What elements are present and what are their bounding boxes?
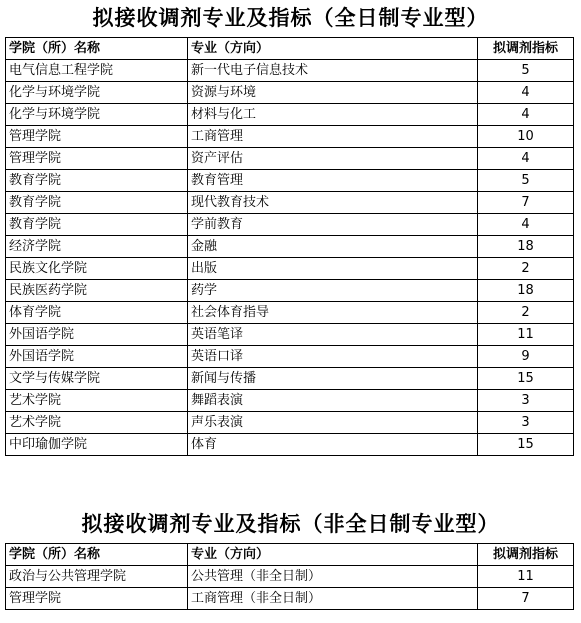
cell-major: 公共管理（非全日制） (188, 566, 478, 588)
header-quota: 拟调剂指标 (478, 38, 574, 60)
table-row (6, 82, 574, 104)
section1-title: 拟接收调剂专业及指标（全日制专业型） (92, 5, 489, 30)
fulltime-quota-table (5, 37, 574, 456)
table-row (6, 434, 574, 456)
cell-college: 管理学院 (6, 588, 188, 610)
cell-major: 药学 (188, 280, 478, 302)
parttime-table-body (6, 566, 574, 610)
table-row (6, 280, 574, 302)
cell-college: 体育学院 (6, 302, 188, 324)
cell-major: 舞蹈表演 (188, 390, 478, 412)
table-row (6, 588, 574, 610)
cell-major: 体育 (188, 434, 478, 456)
cell-college: 教育学院 (6, 170, 188, 192)
fulltime-table-body (6, 60, 574, 456)
table-row (6, 214, 574, 236)
cell-college: 经济学院 (6, 236, 188, 258)
cell-major: 出版 (188, 258, 478, 280)
cell-quota: 11 (478, 324, 574, 346)
header-college: 学院（所）名称 (6, 544, 188, 566)
table-row (6, 170, 574, 192)
cell-quota: 4 (478, 104, 574, 126)
cell-major: 资源与环境 (188, 82, 478, 104)
table-row (6, 236, 574, 258)
cell-college: 电气信息工程学院 (6, 60, 188, 82)
header-major: 专业（方向） (188, 544, 478, 566)
table-row (6, 126, 574, 148)
header-major: 专业（方向） (188, 38, 478, 60)
cell-college: 管理学院 (6, 148, 188, 170)
cell-college: 教育学院 (6, 214, 188, 236)
cell-major: 英语笔译 (188, 324, 478, 346)
cell-quota: 2 (478, 258, 574, 280)
cell-major: 资产评估 (188, 148, 478, 170)
cell-college: 民族医药学院 (6, 280, 188, 302)
table-row (6, 368, 574, 390)
cell-quota: 5 (478, 170, 574, 192)
cell-major: 英语口译 (188, 346, 478, 368)
cell-college: 文学与传媒学院 (6, 368, 188, 390)
table-header-row (6, 544, 574, 566)
cell-major: 现代教育技术 (188, 192, 478, 214)
table-row (6, 60, 574, 82)
cell-major: 工商管理（非全日制） (188, 588, 478, 610)
cell-college: 外国语学院 (6, 346, 188, 368)
cell-major: 工商管理 (188, 126, 478, 148)
cell-college: 教育学院 (6, 192, 188, 214)
table-row (6, 192, 574, 214)
table-row (6, 148, 574, 170)
parttime-quota-table (5, 543, 574, 610)
cell-college: 中印瑜伽学院 (6, 434, 188, 456)
cell-major: 社会体育指导 (188, 302, 478, 324)
cell-quota: 3 (478, 390, 574, 412)
cell-quota: 10 (478, 126, 574, 148)
cell-quota: 15 (478, 434, 574, 456)
cell-quota: 5 (478, 60, 574, 82)
table-row (6, 302, 574, 324)
cell-quota: 3 (478, 412, 574, 434)
cell-major: 新闻与传播 (188, 368, 478, 390)
cell-major: 声乐表演 (188, 412, 478, 434)
cell-quota: 2 (478, 302, 574, 324)
cell-major: 新一代电子信息技术 (188, 60, 478, 82)
cell-college: 政治与公共管理学院 (6, 566, 188, 588)
cell-quota: 7 (478, 192, 574, 214)
header-quota: 拟调剂指标 (478, 544, 574, 566)
cell-college: 艺术学院 (6, 412, 188, 434)
cell-college: 化学与环境学院 (6, 104, 188, 126)
cell-quota: 18 (478, 236, 574, 258)
cell-major: 教育管理 (188, 170, 478, 192)
cell-quota: 15 (478, 368, 574, 390)
cell-quota: 4 (478, 148, 574, 170)
cell-college: 民族文化学院 (6, 258, 188, 280)
cell-quota: 18 (478, 280, 574, 302)
table-row (6, 390, 574, 412)
table-row (6, 412, 574, 434)
table-row (6, 104, 574, 126)
cell-major: 金融 (188, 236, 478, 258)
table-header-row (6, 38, 574, 60)
header-college: 学院（所）名称 (6, 38, 188, 60)
cell-college: 艺术学院 (6, 390, 188, 412)
table-row (6, 346, 574, 368)
cell-college: 管理学院 (6, 126, 188, 148)
cell-quota: 4 (478, 82, 574, 104)
cell-quota: 4 (478, 214, 574, 236)
cell-major: 学前教育 (188, 214, 478, 236)
cell-college: 化学与环境学院 (6, 82, 188, 104)
cell-major: 材料与化工 (188, 104, 478, 126)
cell-quota: 9 (478, 346, 574, 368)
table-row (6, 324, 574, 346)
section2-title: 拟接收调剂专业及指标（非全日制专业型） (81, 511, 500, 536)
table-row (6, 258, 574, 280)
cell-quota: 7 (478, 588, 574, 610)
cell-college: 外国语学院 (6, 324, 188, 346)
cell-quota: 11 (478, 566, 574, 588)
table-row (6, 566, 574, 588)
